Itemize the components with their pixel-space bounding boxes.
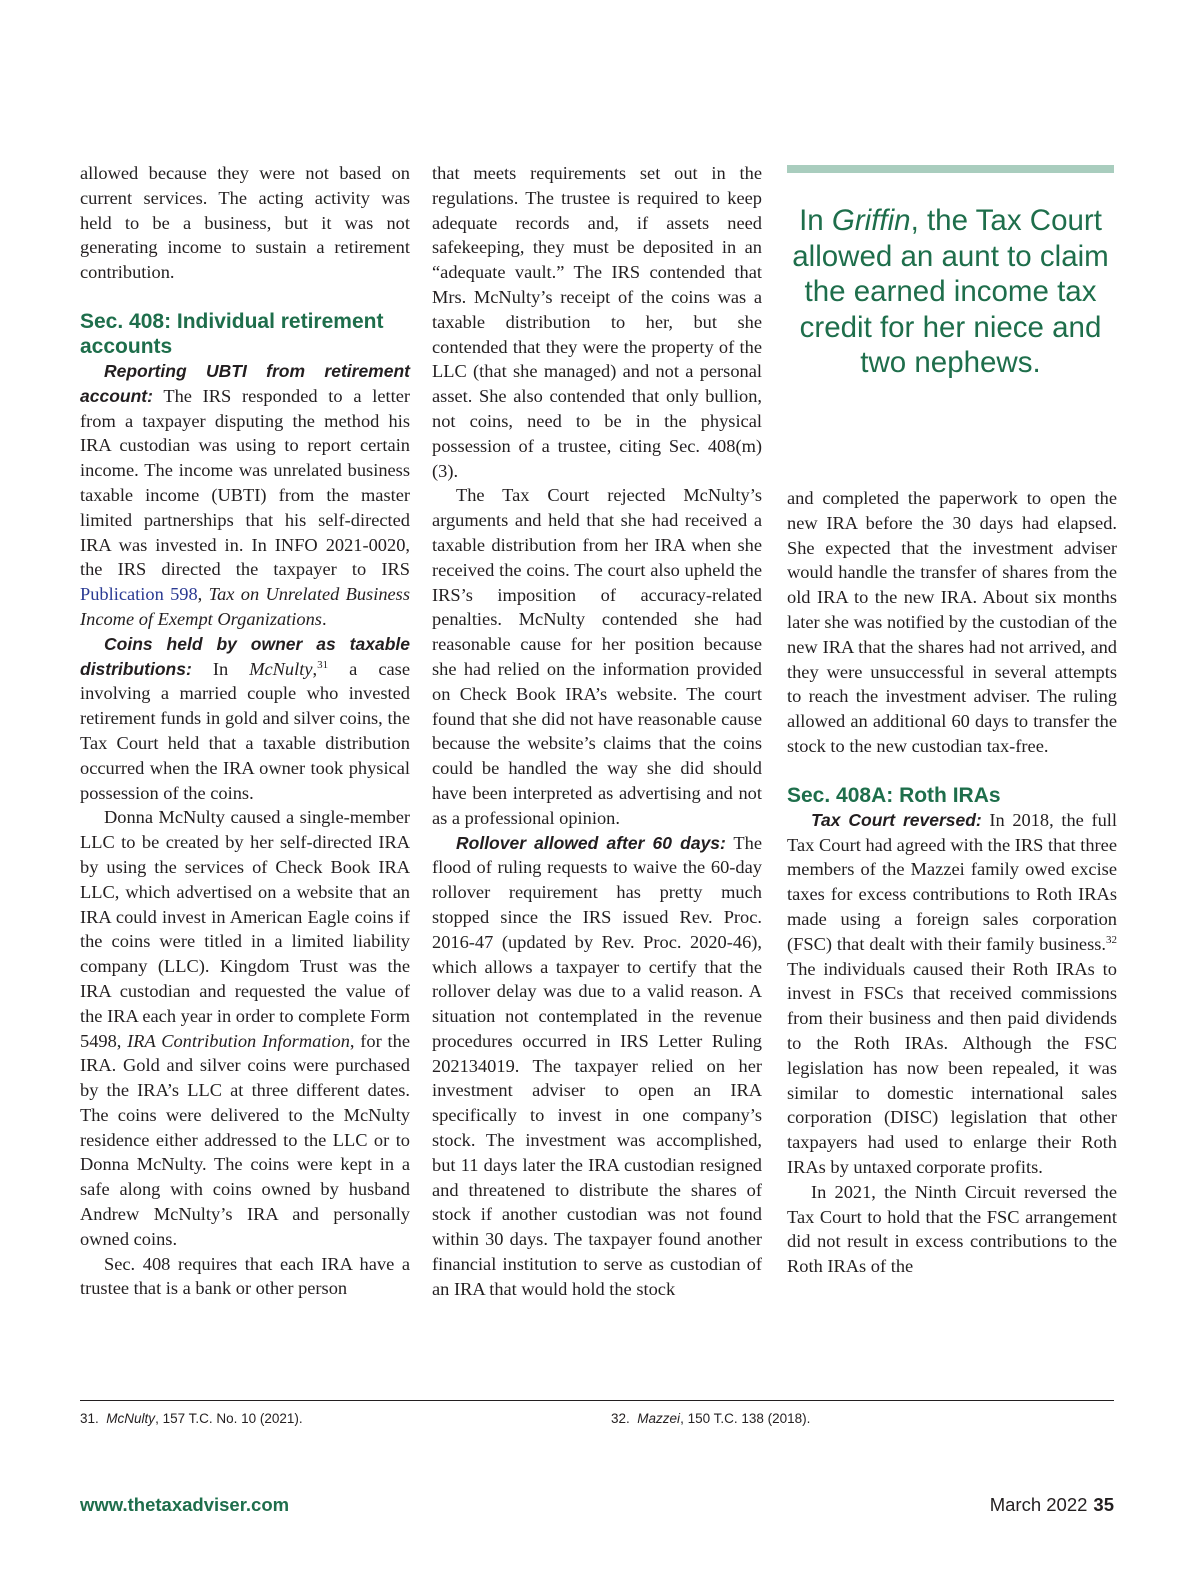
- pull-quote-part: In: [799, 204, 832, 237]
- issue-date: March 2022: [989, 1494, 1088, 1515]
- pull-quote-part: , the Tax Court allowed an aunt to claim the earned income tax credit for her niece and two nephews.: [792, 204, 1109, 379]
- body-paragraph: allowed because they were not based on current services. The acting activity was held to be a business, but it was not generating income to sustain a retirement contribution.: [80, 163, 410, 283]
- body-paragraph: In 2021, the Ninth Circuit reversed the Tax Court to hold that the FSC arrangement did not result in excess contributions to the Roth IRAs of the: [787, 1181, 1117, 1277]
- footnote-case: McNulty: [106, 1411, 156, 1426]
- website-url[interactable]: www.thetaxadviser.com: [80, 1494, 290, 1515]
- footnote-citation: , 157 T.C. No. 10 (2021).: [155, 1411, 303, 1426]
- footnote-citation: , 150 T.C. 138 (2018).: [680, 1411, 811, 1426]
- paragraph-text: ,: [197, 584, 209, 605]
- paragraph-text: The flood of ruling requests to waive the 60-day rollover requirement has pretty much stopped since the IRS issued Rev. Proc. 2016-47 (updated by Rev. Proc. 2020-46), which allows a taxpayer to certify that the rollover delay was due to a valid reason. A situation not contemplated in the revenue procedures occurred in IRS Letter Ruling 202134019. The taxpayer relied on her investment adviser to open an IRA specifically to invest in one company’s stock. The investment was accomplished, but 11 days later the IRA custodian resigned and threatened to distribute the shares of stock if another custodian was not found within 30 days. The taxpayer found another financial institution to serve as custodian of an IRA that would hold the stock: [432, 832, 762, 1299]
- run-in-heading: Tax Court reversed:: [811, 809, 982, 830]
- paragraph-text: Donna McNulty caused a single-member LLC to be created by her self-directed IRA by using the services of Check Book IRA LLC, which advertised on a website that an IRA could invest in American Eagle coins if the coins were titled in a limited liability company (LLC). Kingdom Trust was the IRA custodian and requested the value of the IRA each year in order to complete Form 5498,: [80, 807, 410, 1051]
- body-paragraph: [80, 359, 410, 632]
- footnote-case: Mazzei: [637, 1411, 681, 1426]
- paragraph-text: a case involving a married couple who invested retirement funds in gold and silver coins, the Tax Court held that a taxable distribution occurred when the IRA owner took physical possession of the coins.: [80, 658, 410, 803]
- pull-quote-text: [787, 203, 1114, 381]
- case-name: McNulty: [249, 658, 313, 679]
- body-paragraph: Sec. 408 requires that each IRA have a trustee that is a bank or other person: [80, 1253, 410, 1299]
- footnote-number: 31.: [80, 1411, 99, 1426]
- paragraph-text: The IRS responded to a letter from a taxpayer disputing the method his IRA custodian was using to report certain income. The income was unrelated business taxable income (UBTI) from the master limited partnerships that his self-directed IRA was invested in. In INFO 2021-0020, the IRS directed the taxpayer to IRS: [80, 385, 410, 580]
- footnote-32: [611, 1411, 810, 1426]
- body-paragraph: that meets requirements set out in the regulations. The trustee is required to keep adequate records and, if assets need safekeeping, they must be deposited in an “adequate vault.” The IRS contended that Mrs. McNulty’s receipt of the coins was a taxable distribution to her, but she contended that they were the property of the LLC (that she managed) and not a personal asset. She also contended that only bullion, not coins, need to be in the physical possession of a trustee, citing Sec. 408(m)(3).: [432, 163, 762, 481]
- article-column-3: [787, 486, 1117, 1279]
- section-heading: Sec. 408: Individual retirement accounts: [80, 309, 384, 358]
- run-in-heading: Rollover allowed after 60 days:: [456, 832, 726, 853]
- run-in-heading: Coins held by owner as taxable distributions:: [80, 633, 410, 679]
- body-paragraph: [432, 831, 762, 1302]
- paragraph-text: In 2018, the full Tax Court had agreed with the IRS that three members of the Mazzei family owed excise taxes for excess contributions to Roth IRAs made using a foreign sales corporation (FSC) that dealt with their family business.: [787, 809, 1117, 954]
- body-paragraph: The Tax Court rejected McNulty’s arguments and held that she had received a taxable distribution from her IRA when she received the coins. The court also upheld the IRS’s imposition of accuracy-related penalties. McNulty contended she had reasonable cause for her position because she had relied on the information provided on Check Book IRA’s website. The court found that she did not have reasonable cause because the website’s claims that the coins could be handled the way she did should have been interpreted as advertising and not as a professional opinion.: [432, 485, 762, 828]
- footnote-divider: [80, 1400, 1114, 1401]
- body-paragraph: [80, 805, 410, 1251]
- footnote-number: 32.: [611, 1411, 630, 1426]
- paragraph-text: ,: [312, 658, 318, 679]
- paragraph-text: In: [191, 658, 250, 679]
- section-heading: Sec. 408A: Roth IRAs: [787, 783, 1001, 807]
- publication-title: Tax on Unrelated Business Income of Exempt Organizations: [80, 584, 410, 629]
- article-column-1: [80, 161, 410, 1301]
- page-footer-right: [990, 1494, 1114, 1516]
- body-paragraph: [80, 632, 410, 806]
- publication-link[interactable]: Publication 598: [80, 584, 198, 605]
- footnote-ref: 32: [1106, 933, 1117, 946]
- article-column-2: [432, 161, 762, 1302]
- body-paragraph: [787, 808, 1117, 1180]
- footnote-31: [80, 1411, 303, 1426]
- body-paragraph: and completed the paperwork to open the new IRA before the 30 days had elapsed. She expected that the investment adviser would handle the transfer of shares from the old IRA to the new IRA. About six months later she was notified by the custodian of the new IRA that the shares had not arrived, and they were unsuccessful in several attempts to reach the investment adviser. The ruling allowed an additional 60 days to transfer the stock to the new custodian tax-free.: [787, 488, 1117, 756]
- page-number: 35: [1093, 1494, 1114, 1515]
- footnote-ref: 31: [317, 658, 329, 671]
- run-in-heading: Reporting UBTI from retirement account:: [80, 360, 410, 406]
- paragraph-text: , for the IRA. Gold and silver coins were purchased by the IRA’s LLC at three different dates. The coins were delivered to the McNulty residence either addressed to the LLC or to Donna McNulty. The coins were kept in a safe along with coins owned by husband Andrew McNulty’s IRA and personally owned coins.: [80, 1030, 410, 1249]
- pull-quote: [787, 165, 1114, 381]
- pull-quote-case: Griffin: [831, 204, 911, 237]
- form-title: IRA Contribution Information: [127, 1030, 350, 1051]
- paragraph-text: .: [321, 608, 327, 629]
- paragraph-text: The individuals caused their Roth IRAs to invest in FSCs that received commissions from their business and then paid dividends to the Roth IRAs. Although the FSC legislation has now been repealed, it was similar to domestic international sales corporation (DISC) legislation that other taxpayers had used to enlarge their Roth IRAs by untaxed corporate profits.: [787, 958, 1117, 1177]
